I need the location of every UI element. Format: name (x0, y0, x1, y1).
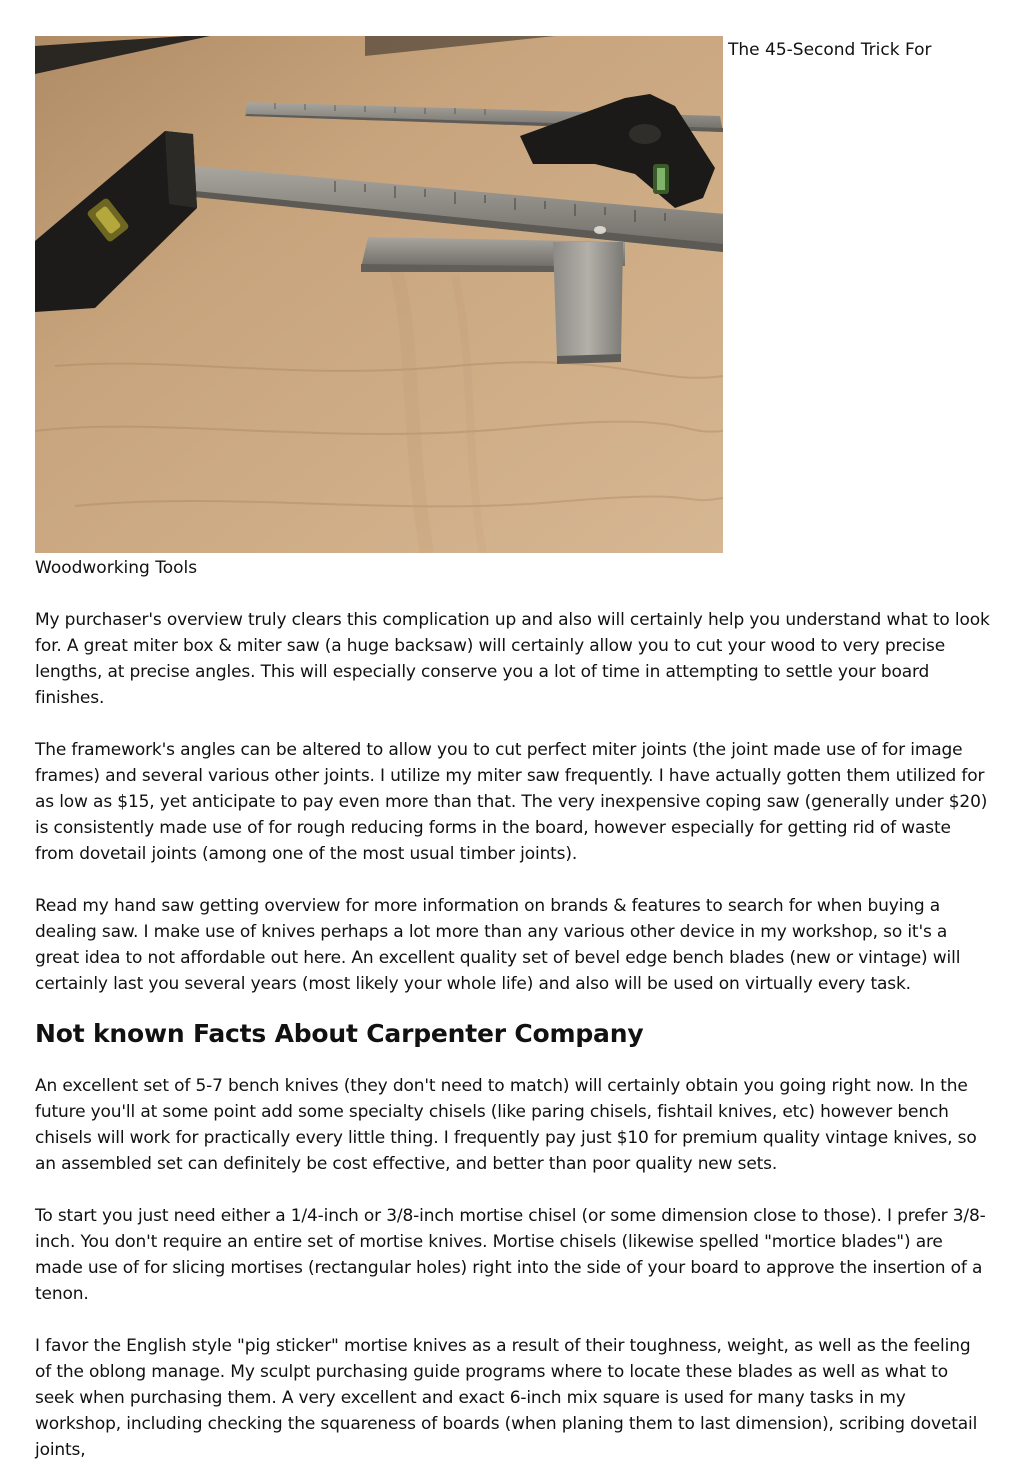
woodworking-squares-photo (35, 36, 723, 553)
paragraph-body-1: An excellent set of 5-7 bench knives (they don't need to match) will certainly obtain you going right now. In the future you'll at some point add some specialty chisels (like paring chisels, fishtail knives, etc) however bench chisels will work for practically every little thing. I frequently pay just $10 for premium quality vintage knives, so an assembled set can definitely be cost effective, and better than poor quality new sets. (35, 1076, 977, 1174)
paragraph-intro-3: Read my hand saw getting overview for more information on brands & features to search for when buying a dealing saw. I make use of knives perhaps a lot more than any various other device in my workshop, so it's a great idea to not affordable out here. An excellent quality set of bevel edge bench blades (new or vintage) will certainly last you several years (most likely your whole life) and also will be used on virtually every task. (35, 896, 961, 994)
section-heading: Not known Facts About Carpenter Company (35, 1019, 644, 1048)
article (35, 36, 990, 1463)
paragraph-body-2: To start you just need either a 1/4-inch or 3/8-inch mortise chisel (or some dimension close to those). I prefer 3/8-inch. You don't require an entire set of mortise knives. Mortise chisels (likewise spelled "mortice blades") are made use of for slicing mortises (rectangular holes) right into the side of your board to approve the insertion of a tenon. (35, 1206, 986, 1304)
paragraph-intro-2: The framework's angles can be altered to allow you to cut perfect miter joints (the joint made use of for image frames) and several various other joints. I utilize my miter saw frequently. I have actually gotten them utilized for as low as $15, yet anticipate to pay even more than that. The very inexpensive coping saw (generally under $20) is consistently made use of for rough reducing forms in the board, however especially for getting rid of waste from dovetail joints (among one of the most usual timber joints). (35, 740, 988, 864)
paragraph-intro-1: My purchaser's overview truly clears this complication up and also will certainly help you understand what to look for. A great miter box & miter saw (a huge backsaw) will certainly allow you to cut your wood to very precise lengths, at precise angles. This will especially conserve you a lot of time in attempting to settle your board finishes. (35, 610, 990, 708)
paragraph-body-3: I favor the English style "pig sticker" mortise knives as a result of their toughness, weight, as well as the feeling of the oblong manage. My sculpt purchasing guide programs where to locate these blades as well as what to seek when purchasing them. A very excellent and exact 6-inch mix square is used for many tasks in my workshop, including checking the squareness of boards (when planing them to last dimension), scribing dovetail joints, (35, 1336, 978, 1460)
article-hero (35, 36, 990, 553)
article-title-start: The 45-Second Trick For (728, 40, 932, 60)
article-title-end: Woodworking Tools (35, 558, 198, 578)
